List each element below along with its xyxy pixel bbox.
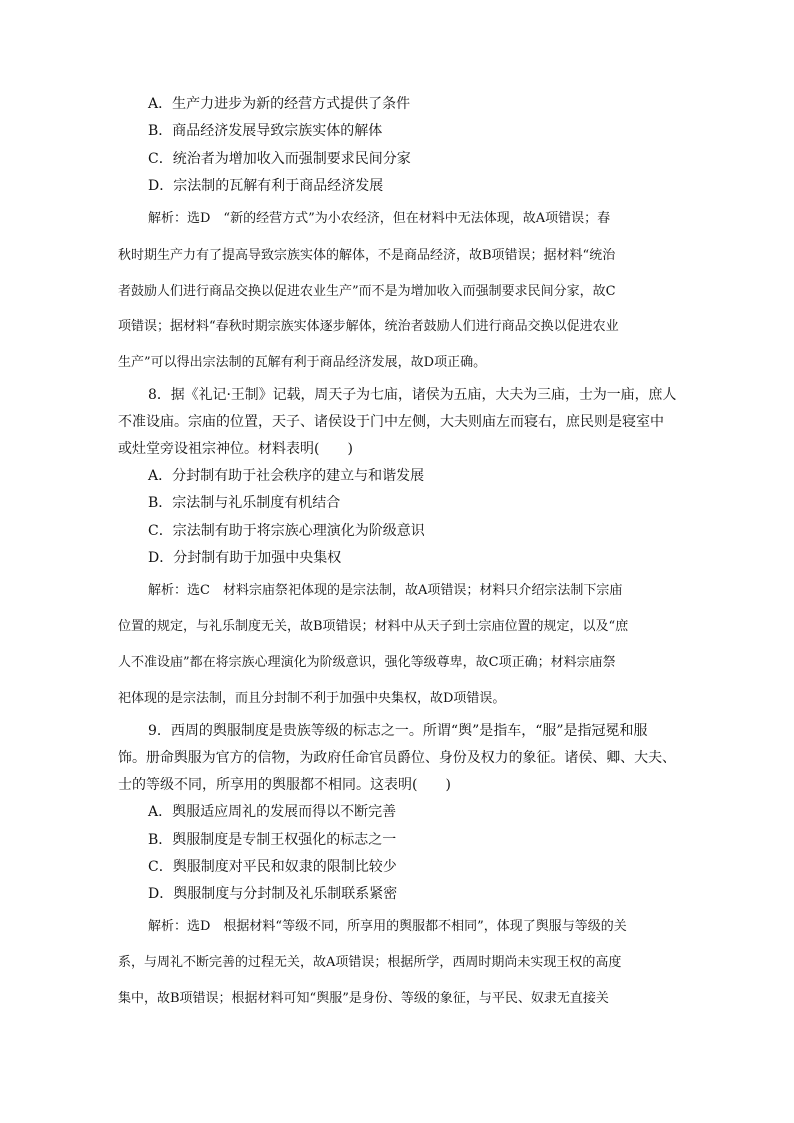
q7-option-c: C．统治者为增加收入而强制要求民间分家 (148, 151, 411, 167)
q8-stem-line: 不准设庙。宗庙的位置，天子、诸侯设于门中左侧，大夫则庙左而寝右，庶民则是寝室中 (118, 414, 664, 430)
q7-option-b: B．商品经济发展导致宗族实体的解体 (148, 123, 383, 139)
q9-explanation-line: 系，与周礼不断完善的过程无关，故A项错误；根据所学，西周时期尚未实现王权的高度 (118, 955, 622, 970)
q9-stem-line: 饰。册命舆服为官方的信物，为政府任命官员爵位、身份及权力的象征。诸侯、卿、大夫、 (118, 750, 676, 766)
q8-stem-line: 或灶堂旁设祖宗神位。材料表明( ) (118, 441, 353, 457)
q7-explanation-line: 生产”可以得出宗法制的瓦解有利于商品经济发展，故D项正确。 (118, 355, 487, 370)
q9-option-d: D．舆服制度与分封制及礼乐制联系紧密 (148, 886, 398, 902)
q7-explanation-line: 项错误；据材料“春秋时期宗族实体逐步解体，统治者鼓励人们进行商品交换以促进农业 (118, 319, 619, 334)
q8-explanation-line: 位置的规定，与礼乐制度无关，故B项错误；材料中从天子到士宗庙位置的规定，以及“庶 (118, 619, 629, 634)
q7-option-d: D．宗法制的瓦解有利于商品经济发展 (148, 178, 384, 194)
q8-option-c: C．宗法制有助于将宗族心理演化为阶级意识 (148, 523, 425, 539)
q8-option-a: A．分封制有助于社会秩序的建立与和谐发展 (148, 468, 425, 484)
q9-option-c: C．舆服制度对平民和奴隶的限制比较少 (148, 859, 397, 875)
q9-stem-line: 9．西周的舆服制度是贵族等级的标志之一。所谓“舆”是指车，“服”是指冠冕和服 (148, 723, 648, 739)
q9-explanation-line: 集中，故B项错误；根据材料可知“舆服”是身份、等级的象征，与平民、奴隶无直接关 (118, 991, 609, 1006)
q9-stem-line: 士的等级不同，所享用的舆服都不相同。这表明( ) (118, 777, 451, 793)
q8-option-b: B．宗法制与礼乐制度有机结合 (148, 495, 341, 511)
q7-explanation-line: 者鼓励人们进行商品交换以促进农业生产”而不是为增加收入而强制要求民间分家，故C (118, 284, 616, 299)
q9-option-b: B．舆服制度是专制王权强化的标志之一 (148, 832, 397, 848)
q8-explanation-line: 解析：选C 材料宗庙祭祀体现的是宗法制，故A项错误；材料只介绍宗法制下宗庙 (148, 583, 623, 598)
q7-explanation-line: 秋时期生产力有了提高导致宗族实体的解体，不是商品经济，故B项错误；据材料“统治 (118, 248, 616, 263)
q8-explanation-line: 祀体现的是宗法制，而且分封制不利于加强中央集权，故D项错误。 (118, 691, 506, 706)
q8-stem-line: 8．据《礼记·王制》记载，周天子为七庙，诸侯为五庙，大夫为三庙，士为一庙，庶人 (148, 387, 677, 403)
q7-option-a: A．生产力进步为新的经营方式提供了条件 (148, 96, 411, 112)
q8-explanation-line: 人不准设庙”都在将宗族心理演化为阶级意识，强化等级尊卑，故C项正确；材料宗庙祭 (118, 655, 616, 670)
q9-option-a: A．舆服适应周礼的发展而得以不断完善 (148, 804, 397, 820)
q7-explanation-line: 解析：选D “新的经营方式”为小农经济，但在材料中无法体现，故A项错误；春 (148, 211, 611, 226)
q9-explanation-line: 解析：选D 根据材料“等级不同，所享用的舆服都不相同”，体现了舆服与等级的关 (148, 919, 627, 934)
q8-option-d: D．分封制有助于加强中央集权 (148, 550, 342, 566)
